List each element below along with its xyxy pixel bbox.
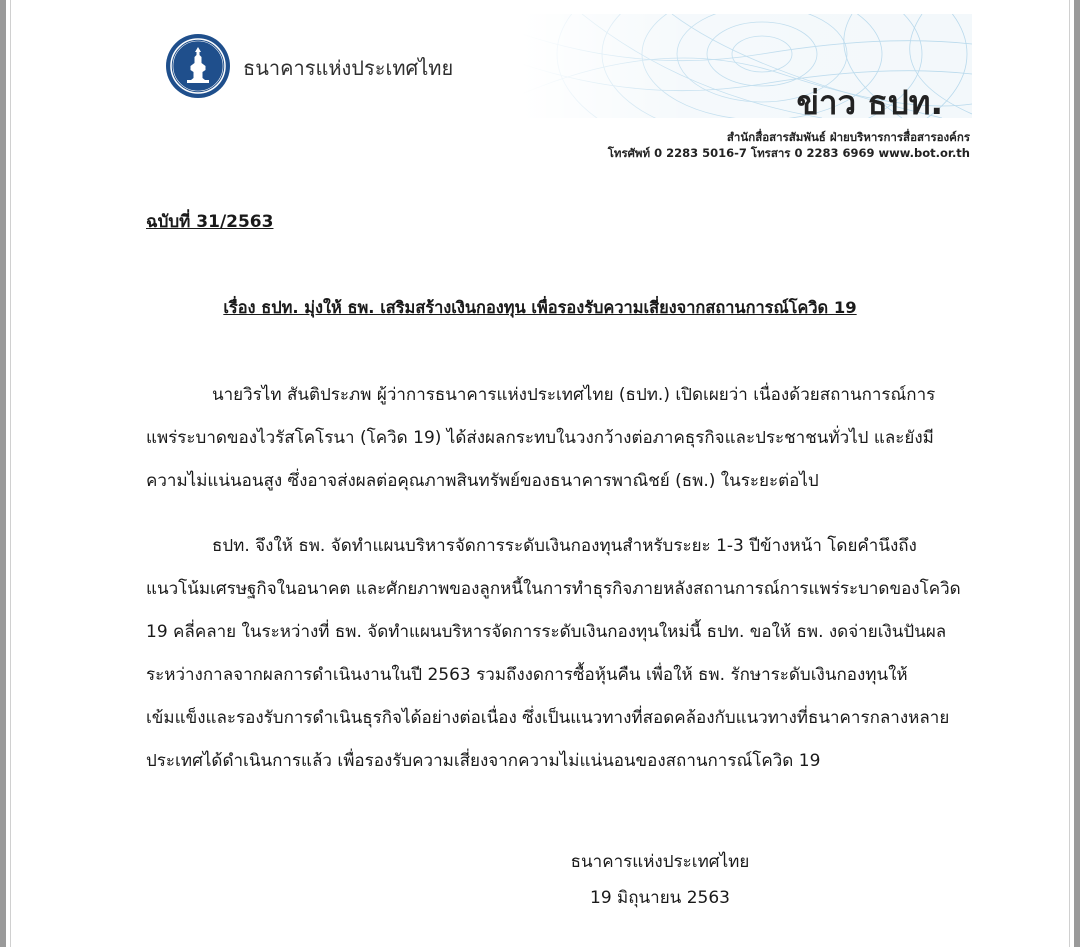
- issue-number: ฉบับที่ 31/2563: [146, 212, 274, 232]
- page-border-line-right: [1069, 0, 1070, 947]
- page-border-right: [1074, 0, 1080, 947]
- news-title: ข่าว ธปท.: [796, 83, 943, 122]
- paragraph-2-line: แนวโน้มเศรษฐกิจในอนาคต และศักยภาพของลูกหนี้ในการทำธุรกิจภายหลังสถานการณ์การแพร่ระบาดของโควิด: [146, 579, 961, 599]
- page-border-line-left: [10, 0, 11, 947]
- page-border-left: [0, 0, 6, 947]
- paragraph-2-line: ระหว่างกาลจากผลการดำเนินงานในปี 2563 รวมถึงงดการซื้อหุ้นคืน เพื่อให้ ธพ. รักษาระดับเงินกองทุนให้: [146, 665, 908, 685]
- signature-date: 19 มิถุนายน 2563: [590, 888, 730, 908]
- paragraph-2-line: เข้มแข็งและรองรับการดำเนินธุรกิจได้อย่างต่อเนื่อง ซึ่งเป็นแนวทางที่สอดคล้องกับแนวทางที่ธนาคารกลางหลาย: [146, 708, 950, 728]
- paragraph-1-line: ความไม่แน่นอนสูง ซึ่งอาจส่งผลต่อคุณภาพสินทรัพย์ของธนาคารพาณิชย์ (ธพ.) ในระยะต่อไป: [146, 471, 819, 491]
- paragraph-2-line: ธปท. จึงให้ ธพ. จัดทำแผนบริหารจัดการระดับเงินกองทุนสำหรับระยะ 1-3 ปีข้างหน้า โดยคำนึงถึง: [212, 536, 917, 556]
- paragraph-1-line: แพร่ระบาดของไวรัสโคโรนา (โควิด 19) ได้ส่งผลกระทบในวงกว้างต่อภาคธุรกิจและประชาชนทั่วไป และยังมี: [146, 428, 934, 448]
- paragraph-2-line: ประเทศได้ดำเนินการแล้ว เพื่อรองรับความเสี่ยงจากความไม่แน่นอนของสถานการณ์โควิด 19: [146, 751, 821, 771]
- bank-name: ธนาคารแห่งประเทศไทย: [243, 56, 454, 80]
- signature-organization: ธนาคารแห่งประเทศไทย: [570, 852, 750, 872]
- bank-seal-logo-icon: [165, 33, 231, 99]
- paragraph-1-line: นายวิรไท สันติประภพ ผู้ว่าการธนาคารแห่งประเทศไทย (ธปท.) เปิดเผยว่า เนื่องด้วยสถานการณ์การ: [212, 385, 936, 405]
- contact-phone-fax-web: โทรศัพท์ 0 2283 5016-7 โทรสาร 0 2283 6969 www.bot.or.th: [607, 146, 970, 160]
- subject-line: เรื่อง ธปท. มุ่งให้ ธพ. เสริมสร้างเงินกองทุน เพื่อรองรับความเสี่ยงจากสถานการณ์โควิด 19: [223, 298, 857, 317]
- contact-department: สำนักสื่อสารสัมพันธ์ ฝ่ายบริหารการสื่อสารองค์กร: [726, 130, 970, 144]
- paragraph-2-line: 19 คลี่คลาย ในระหว่างที่ ธพ. จัดทำแผนบริหารจัดการระดับเงินกองทุนใหม่นี้ ธปท. ขอให้ ธพ. งดจ่ายเงินปันผล: [146, 622, 947, 642]
